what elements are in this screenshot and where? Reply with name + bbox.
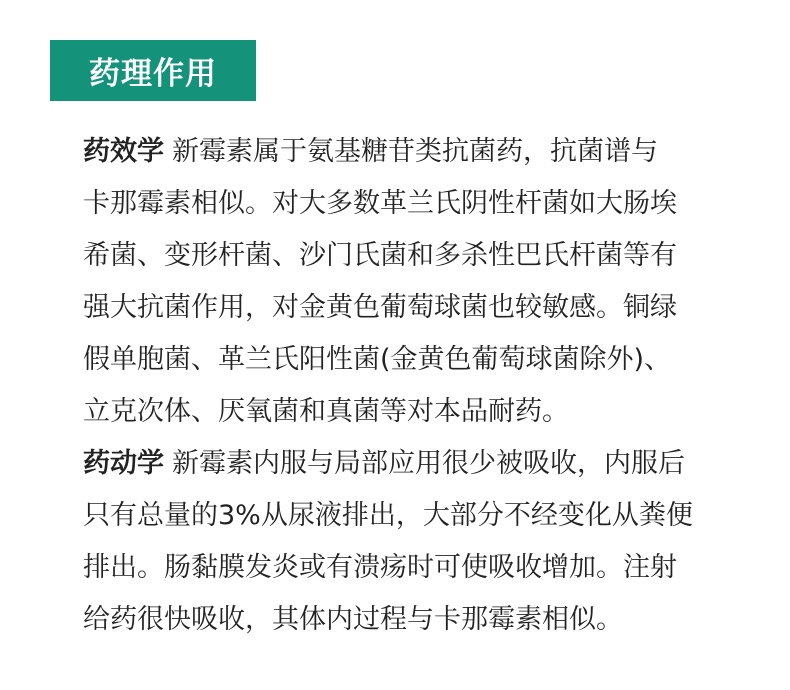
pharmacology-content (83, 126, 763, 646)
pharmacodynamics-heading: 药效学 (83, 136, 164, 167)
pharmacokinetics-line-3: 排出。肠黏膜发炎或有溃疡时可使吸收增加。注射 (83, 552, 677, 583)
pharmacokinetics-line-1 (83, 438, 763, 490)
pharmacodynamics-line-1 (83, 126, 763, 178)
pharmacodynamics-line-5: 假单胞菌、革兰氏阳性菌(金黄色葡萄球菌除外)、 (83, 344, 672, 375)
pharmacodynamics-line-4: 强大抗菌作用，对金黄色葡萄球菌也较敏感。铜绿 (83, 292, 677, 323)
pharmacokinetics-text: 新霉素内服与局部应用很少被吸收，内服后 (172, 448, 685, 479)
pharmacokinetics-line-2: 只有总量的3%从尿液排出，大部分不经变化从粪便 (83, 500, 693, 531)
section-title: 药理作用 (89, 56, 217, 92)
pharmacodynamics-line-2: 卡那霉素相似。对大多数革兰氏阴性杆菌如大肠埃 (83, 188, 677, 219)
pharmacodynamics-line-3: 希菌、变形杆菌、沙门氏菌和多杀性巴氏杆菌等有 (83, 240, 677, 271)
pharmacokinetics-heading: 药动学 (83, 448, 164, 479)
pharmacodynamics-text: 新霉素属于氨基糖苷类抗菌药，抗菌谱与 (172, 136, 658, 167)
pharmacodynamics-line-6: 立克次体、厌氧菌和真菌等对本品耐药。 (83, 396, 569, 427)
pharmacokinetics-line-4: 给药很快吸收，其体内过程与卡那霉素相似。 (83, 604, 623, 635)
section-title-bar (50, 40, 256, 101)
